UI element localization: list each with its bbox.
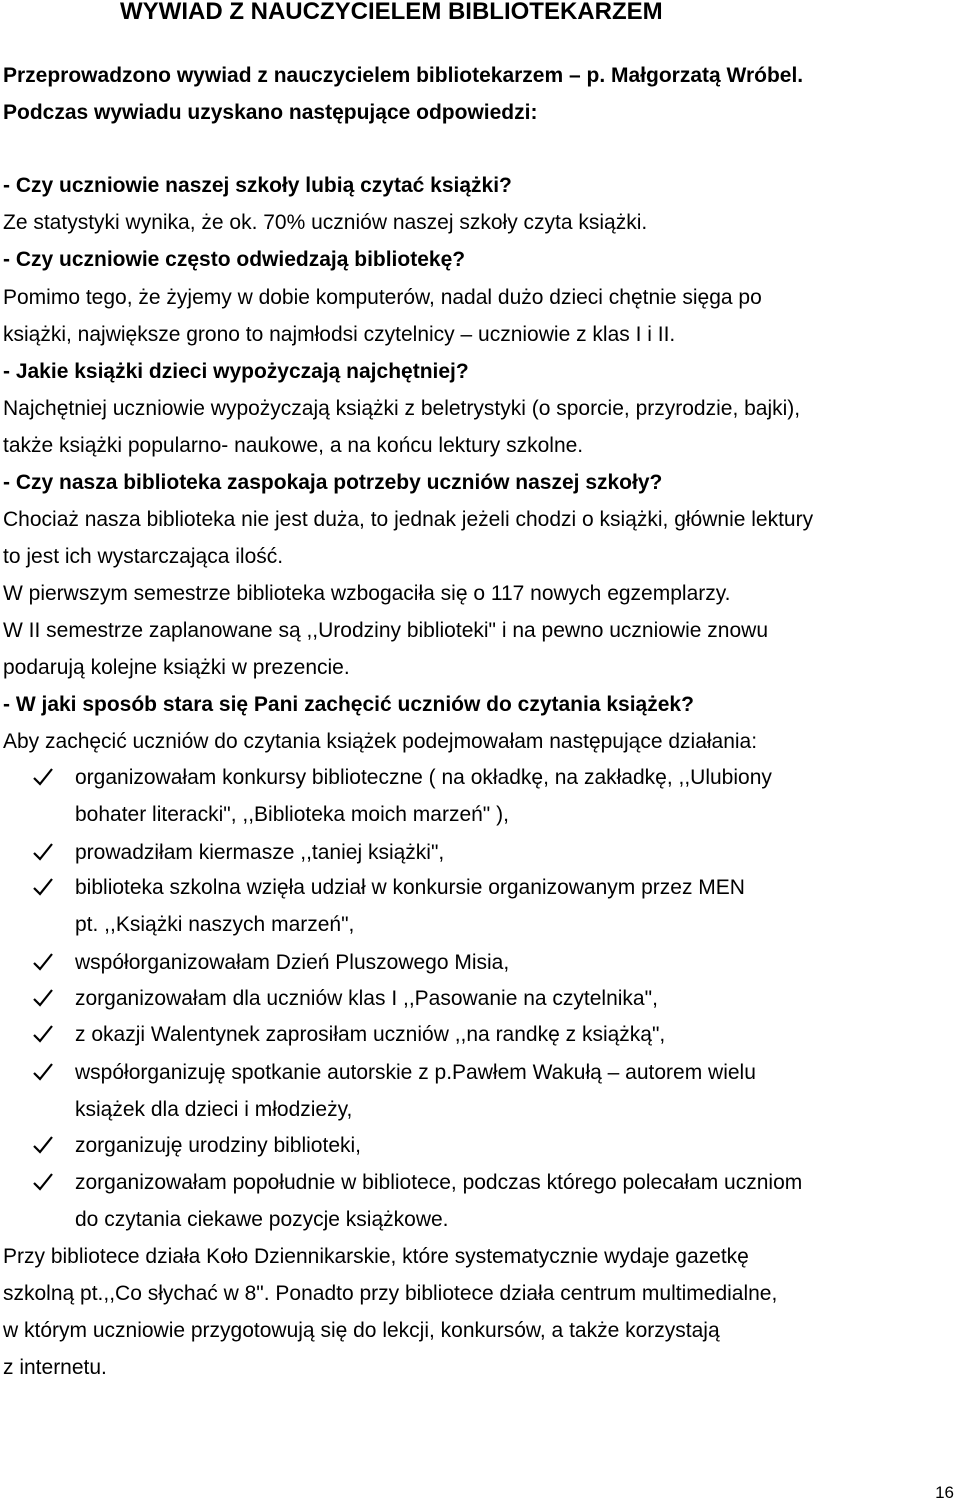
checkmark-icon — [32, 1062, 54, 1082]
answer-4-line-1: Chociaż nasza biblioteka nie jest duża, to jednak jeżeli chodzi o książki, głównie lektury — [3, 508, 814, 531]
checkmark-icon — [32, 988, 54, 1008]
answer-4-line-4: W II semestrze zaplanowane są ,,Urodziny biblioteki" i na pewno uczniowie znowu — [3, 619, 768, 642]
checkmark-icon — [32, 1024, 54, 1044]
activity-item-continuation: pt. ,,Książki naszych marzeń", — [75, 913, 355, 936]
closing-line-3: w którym uczniowie przygotowują się do lekcji, konkursów, a także korzystają — [3, 1319, 720, 1342]
activity-item: z okazji Walentynek zaprosiłam uczniów ,,na randkę z książką", — [75, 1023, 666, 1046]
answer-1: Ze statystyki wynika, że ok. 70% uczniów naszej szkoły czyta książki. — [3, 211, 648, 234]
question-4: - Czy nasza biblioteka zaspokaja potrzeby uczniów naszej szkoły? — [3, 471, 663, 494]
activity-item: biblioteka szkolna wzięła udział w konkursie organizowanym przez MEN — [75, 876, 745, 899]
closing-line-4: z internetu. — [3, 1356, 107, 1379]
checkmark-icon — [32, 877, 54, 897]
activity-item-continuation: bohater literacki", ,,Biblioteka moich marzeń" ), — [75, 803, 509, 826]
page-number: 16 — [935, 1483, 954, 1502]
question-1: - Czy uczniowie naszej szkoły lubią czytać książki? — [3, 174, 512, 197]
answer-4-line-5: podarują kolejne książki w prezencie. — [3, 656, 350, 679]
activity-item: zorganizowałam dla uczniów klas I ,,Pasowanie na czytelnika", — [75, 987, 658, 1010]
activity-item: współorganizowałam Dzień Pluszowego Misia, — [75, 951, 510, 974]
activity-item: organizowałam konkursy biblioteczne ( na okładkę, na zakładkę, ,,Ulubiony — [75, 766, 772, 789]
checkmark-icon — [32, 767, 54, 787]
closing-line-2: szkolną pt.,,Co słychać w 8". Ponadto przy bibliotece działa centrum multimedialne, — [3, 1282, 778, 1305]
checkmark-icon — [32, 1172, 54, 1192]
activity-item: zorganizuję urodziny biblioteki, — [75, 1134, 361, 1157]
answer-4-line-2: to jest ich wystarczająca ilość. — [3, 545, 284, 568]
checkmark-icon — [32, 842, 54, 862]
answer-4-line-3: W pierwszym semestrze biblioteka wzbogaciła się o 117 nowych egzemplarzy. — [3, 582, 731, 605]
answer-5-intro: Aby zachęcić uczniów do czytania książek podejmowałam następujące działania: — [3, 730, 758, 753]
question-5: - W jaki sposób stara się Pani zachęcić uczniów do czytania książek? — [3, 693, 694, 716]
question-2: - Czy uczniowie często odwiedzają bibliotekę? — [3, 248, 466, 271]
intro-line-1: Przeprowadzono wywiad z nauczycielem bibliotekarzem – p. Małgorzatą Wróbel. — [3, 64, 804, 87]
answer-2-line-2: książki, największe grono to najmłodsi czytelnicy – uczniowie z klas I i II. — [3, 323, 676, 346]
document-title: WYWIAD Z NAUCZYCIELEM BIBLIOTEKARZEM — [120, 0, 663, 25]
activity-item: prowadziłam kiermasze ,,taniej książki", — [75, 841, 445, 864]
activity-item: zorganizowałam popołudnie w bibliotece, podczas którego polecałam uczniom — [75, 1171, 803, 1194]
answer-3-line-1: Najchętniej uczniowie wypożyczają książki z beletrystyki (o sporcie, przyrodzie, bajki), — [3, 397, 801, 420]
activity-item-continuation: książek dla dzieci i młodzieży, — [75, 1098, 353, 1121]
answer-3-line-2: także książki popularno- naukowe, a na końcu lektury szkolne. — [3, 434, 584, 457]
intro-line-2: Podczas wywiadu uzyskano następujące odpowiedzi: — [3, 101, 538, 124]
question-3: - Jakie książki dzieci wypożyczają najchętniej? — [3, 360, 469, 383]
closing-line-1: Przy bibliotece działa Koło Dziennikarskie, które systematycznie wydaje gazetkę — [3, 1245, 749, 1268]
activity-item-continuation: do czytania ciekawe pozycje książkowe. — [75, 1208, 449, 1231]
checkmark-icon — [32, 1135, 54, 1155]
answer-2-line-1: Pomimo tego, że żyjemy w dobie komputerów, nadal dużo dzieci chętnie sięga po — [3, 286, 762, 309]
activity-item: współorganizuję spotkanie autorskie z p.Pawłem Wakułą – autorem wielu — [75, 1061, 756, 1084]
checkmark-icon — [32, 952, 54, 972]
